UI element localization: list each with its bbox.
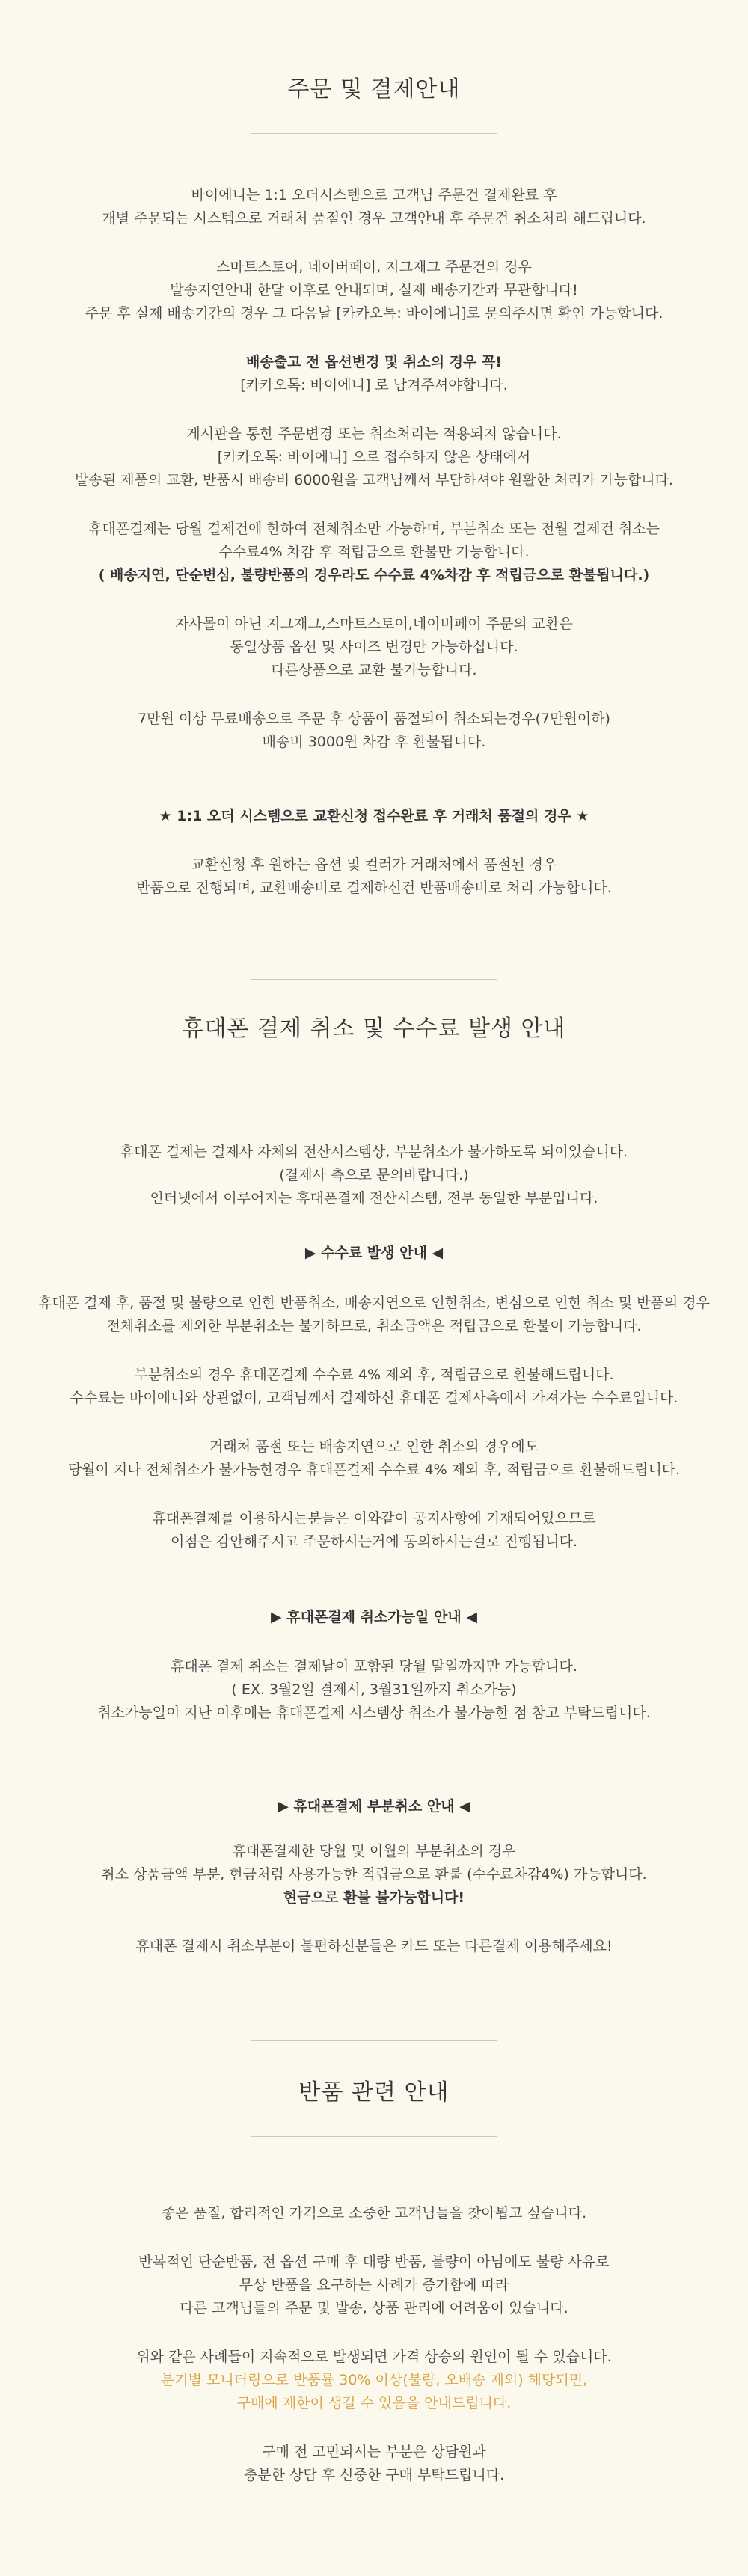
text-line-bold: 배송출고 전 옵션변경 및 취소의 경우 꼭! <box>245 354 503 370</box>
text-line: 무상 반품을 요구하는 사례가 증가함에 따라 <box>239 2277 509 2293</box>
text-line: 스마트스토어, 네이버페이, 지그재그 주문건의 경우 <box>216 259 532 275</box>
text-line: 휴대폰 결제시 취소부분이 불편하신분들은 카드 또는 다른결제 이용해주세요! <box>135 1938 613 1954</box>
text-line: 동일상품 옵션 및 사이즈 변경만 가능하십니다. <box>230 639 518 655</box>
text-line: 부분취소의 경우 휴대폰결제 수수료 4% 제외 후, 적립금으로 환불해드립니다. <box>134 1367 614 1383</box>
text-line: 휴대폰결제한 당월 및 이월의 부분취소의 경우 <box>232 1843 516 1859</box>
section-title-mobile-payment: 휴대폰 결제 취소 및 수수료 발생 안내 <box>182 1016 566 1042</box>
sub-heading: ▶ 휴대폰결제 취소가능일 안내 ◀ <box>271 1609 477 1625</box>
section-title-order-payment: 주문 및 결제안내 <box>287 76 461 102</box>
text-line: 이점은 감안해주시고 주문하시는거에 동의하시는걸로 진행됩니다. <box>170 1533 578 1550</box>
text-line: 좋은 품질, 합리적인 가격으로 소중한 고객님들을 찾아뵙고 싶습니다. <box>161 2205 587 2221</box>
divider <box>251 979 497 980</box>
text-line: 당월이 지나 전체취소가 불가능한경우 휴대폰결제 수수료 4% 제외 후, 적립금으로 환불해드립니다. <box>67 1462 681 1478</box>
text-line: 충분한 상담 후 신중한 구매 부탁드립니다. <box>243 2467 505 2483</box>
text-line: 반품으로 진행되며, 교환배송비로 결제하신건 반품배송비로 처리 가능합니다. <box>136 880 612 896</box>
text-line: 구매 전 고민되시는 부분은 상담원과 <box>262 2444 486 2460</box>
divider <box>251 2136 497 2137</box>
text-line: 위와 같은 사례들이 지속적으로 발생되면 가격 상승의 원인이 될 수 있습니다. <box>136 2349 612 2365</box>
text-line: 다른 고객님들의 주문 및 발송, 상품 관리에 어려움이 있습니다. <box>180 2300 568 2316</box>
text-line: 개별 주문되는 시스템으로 거래처 품절인 경우 고객안내 후 주문건 취소처리 해드립니다. <box>102 210 646 227</box>
text-line-highlight: 구매에 제한이 생길 수 있음을 안내드립니다. <box>236 2395 512 2411</box>
text-line-bold: ★ 1:1 오더 시스템으로 교환신청 접수완료 후 거래처 품절의 경우 ★ <box>159 808 589 824</box>
text-line-bold: ( 배송지연, 단순변심, 불량반품의 경우라도 수수료 4%차감 후 적립금으로 환불됩니다.) <box>98 567 650 583</box>
text-line: 바이에니는 1:1 오더시스템으로 고객님 주문건 결제완료 후 <box>191 187 557 203</box>
text-line: 반복적인 단순반품, 전 옵션 구매 후 대량 반품, 불량이 아님에도 불량 사유로 <box>138 2254 610 2270</box>
text-line: 배송비 3000원 차감 후 환불됩니다. <box>262 734 486 750</box>
text-line: 전체취소를 제외한 부분취소는 불가하므로, 취소금액은 적립금으로 환불이 가능합니다. <box>106 1318 642 1334</box>
section-title-return-policy: 반품 관련 안내 <box>298 2079 450 2106</box>
divider <box>251 133 497 134</box>
text-line: 휴대폰결제는 당월 결제건에 한하여 전체취소만 가능하며, 부분취소 또는 전월 결제건 취소는 <box>88 521 660 537</box>
text-line: [카카오톡: 바이에니] 으로 접수하지 않은 상태에서 <box>217 449 531 465</box>
text-line: 휴대폰 결제 후, 품절 및 불량으로 인한 반품취소, 배송지연으로 인한취소, 변심으로 인한 취소 및 반품의 경우 <box>38 1295 710 1311</box>
text-line: 취소 상품금액 부분, 현금처럼 사용가능한 적립금으로 환불 (수수료차감4%) 가능합니다. <box>101 1866 647 1883</box>
text-line: 휴대폰결제를 이용하시는분들은 이와같이 공지사항에 기재되어있으므로 <box>152 1510 596 1527</box>
text-line: 취소가능일이 지난 이후에는 휴대폰결제 시스템상 취소가 불가능한 점 참고 부탁드립니다. <box>97 1705 651 1721</box>
sub-heading: ▶ 휴대폰결제 부분취소 안내 ◀ <box>278 1798 470 1815</box>
text-line-bold: 현금으로 환불 불가능합니다! <box>283 1889 465 1906</box>
text-line: 거래처 품절 또는 배송지연으로 인한 취소의 경우에도 <box>209 1438 539 1455</box>
text-line-highlight: 분기별 모니터링으로 반품률 30% 이상(불량, 오배송 제외) 해당되면, <box>160 2372 588 2388</box>
text-line: 휴대폰 결제는 결제사 자체의 전산시스템상, 부분취소가 불가하도록 되어있습니다. <box>120 1144 628 1160</box>
text-line: 주문 후 실제 배송기간의 경우 그 다음날 [카카오톡: 바이에니]로 문의주시면 확인 가능합니다. <box>85 305 663 322</box>
text-line: 7만원 이상 무료배송으로 주문 후 상품이 품절되어 취소되는경우(7만원이하) <box>138 711 610 727</box>
text-line: 발송지연안내 한달 이후로 안내되며, 실제 배송기간과 무관합니다! <box>170 282 578 298</box>
text-line: (결제사 측으로 문의바랍니다.) <box>279 1167 469 1183</box>
text-line: 인터넷에서 이루어지는 휴대폰결제 전산시스템, 전부 동일한 부분입니다. <box>150 1190 598 1206</box>
text-line: 발송된 제품의 교환, 반품시 배송비 6000원을 고객님께서 부담하셔야 원활한 처리가 가능합니다. <box>75 472 673 488</box>
text-line: [카카오톡: 바이에니] 로 남겨주셔야합니다. <box>240 377 508 393</box>
text-line: 자사몰이 아닌 지그재그,스마트스토어,네이버페이 주문의 교환은 <box>175 616 573 632</box>
text-line: 수수료4% 차감 후 적립금으로 환불만 가능합니다. <box>218 544 530 560</box>
text-line: 게시판을 통한 주문변경 또는 취소처리는 적용되지 않습니다. <box>186 426 562 442</box>
text-line: 휴대폰 결제 취소는 결제날이 포함된 당월 말일까지만 가능합니다. <box>171 1658 577 1675</box>
text-line: 수수료는 바이에니와 상관없이, 고객님께서 결제하신 휴대폰 결제사측에서 가져가는 수수료입니다. <box>70 1390 678 1406</box>
text-line: 교환신청 후 원하는 옵션 및 컬러가 거래처에서 품절된 경우 <box>191 856 557 873</box>
text-line: 다른상품으로 교환 불가능합니다. <box>271 662 477 678</box>
text-line: ( EX. 3월2일 결제시, 3월31일까지 취소가능) <box>231 1681 517 1698</box>
divider <box>251 2040 497 2041</box>
sub-heading: ▶ 수수료 발생 안내 ◀ <box>304 1245 444 1261</box>
